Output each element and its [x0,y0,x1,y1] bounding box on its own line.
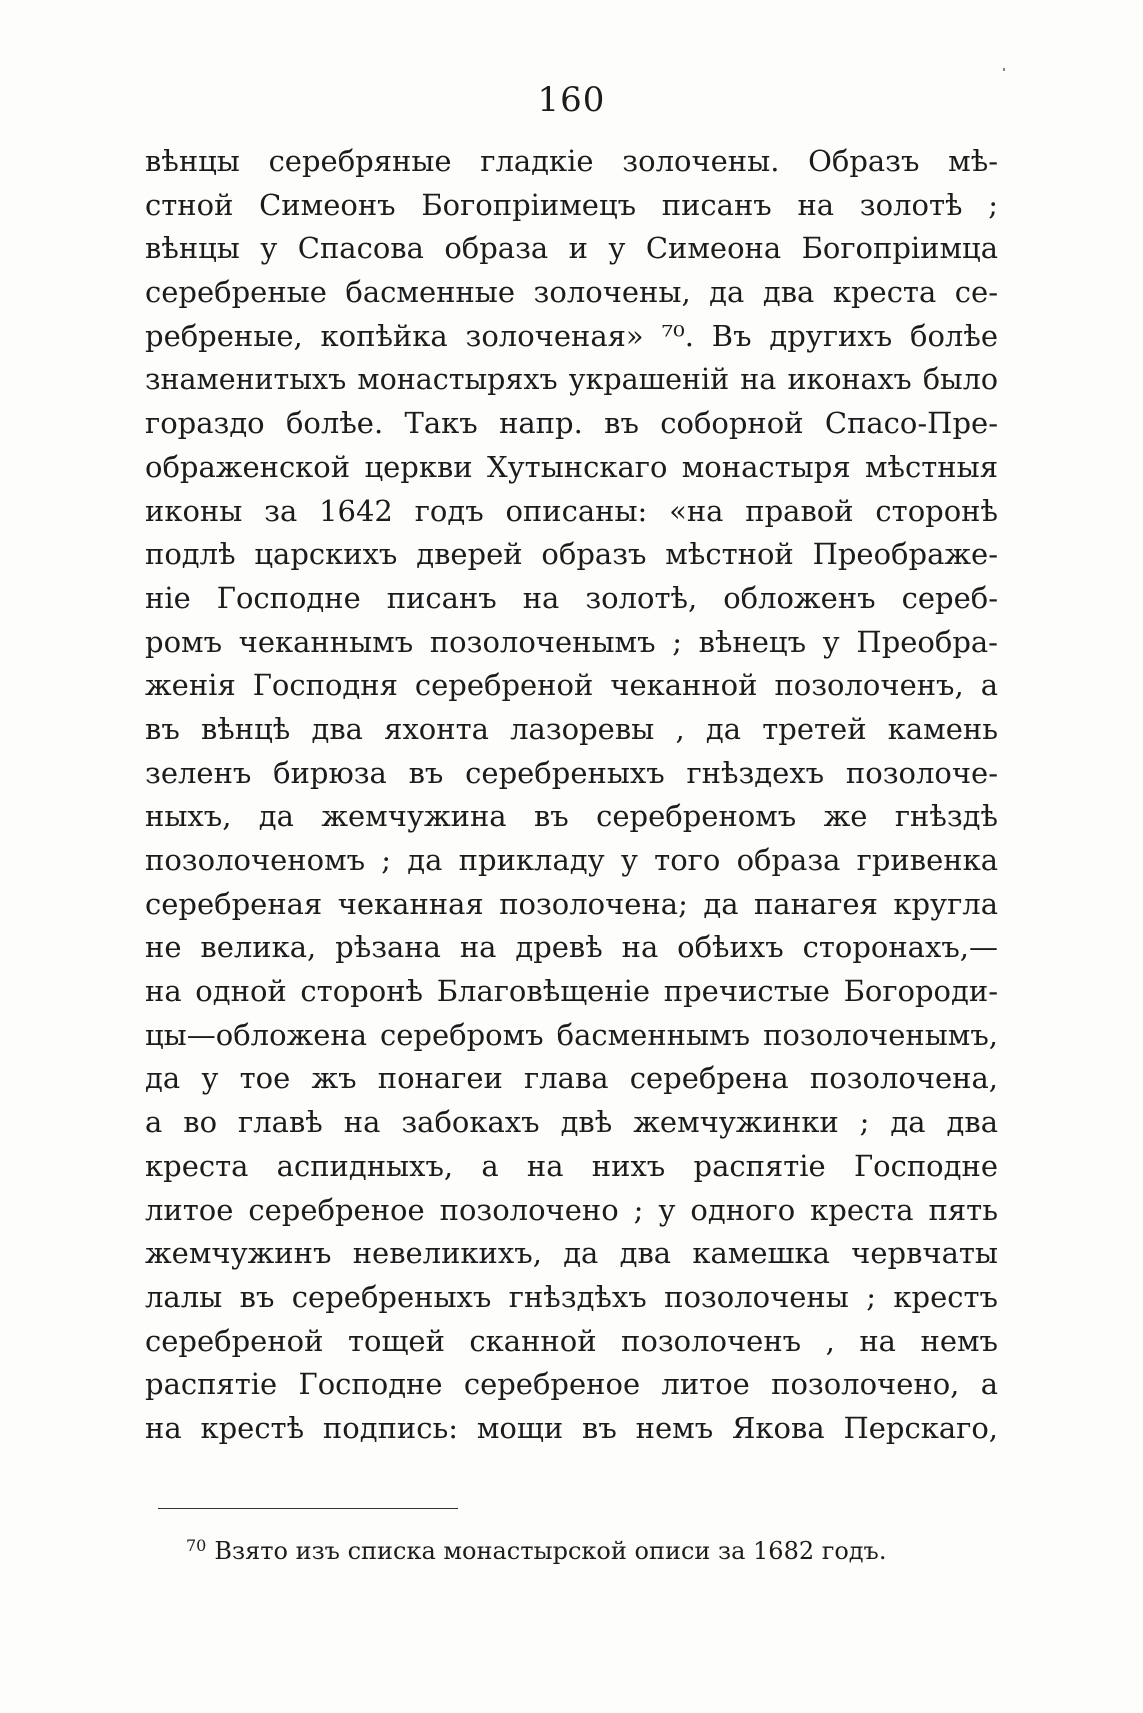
text-line: вѣнцы серебряные гладкіе золочены. Образъ мѣ- [145,144,998,178]
text-line: гораздо болѣе. Такъ напр. въ соборной Спасо-Пре- [145,406,998,441]
text-line: позолоченомъ ; да прикладу у того образа гривенка [145,843,998,877]
text-line: ромъ чеканнымъ позолоченымъ ; вѣнецъ у Преобра- [145,624,998,659]
text-line: на одной сторонѣ Благовѣщеніе пречистые Богороди- [145,974,998,1009]
text-line: не велика, рѣзана на древѣ на обѣихъ сторонахъ,— [145,930,998,965]
body-text [145,140,998,1451]
text-line: серебреные басменные золочены, да два креста се- [145,275,998,310]
text-line: женія Господня серебреной чеканной позолоченъ, а [145,668,998,703]
footnote [186,1530,986,1567]
text-line: а во главѣ на забокахъ двѣ жемчужинки ; да два [145,1105,998,1140]
footnote-marker: 70 [186,1536,207,1555]
text-line: на крестѣ подпись: мощи въ немъ Якова Перскаго, [145,1410,998,1445]
text-line: жемчужинъ невеликихъ, да два камешка червчаты [145,1236,998,1271]
page-number: 160 [537,80,606,120]
footnote-divider [158,1508,458,1509]
text-line: распятіе Господне серебреное литое позолочено, а [145,1367,998,1402]
text-line: вѣнцы у Спасова образа и у Симеона Богопріимца [145,231,998,266]
text-line: лалы въ серебреныхъ гнѣздѣхъ позолочены ; крестъ [145,1279,998,1314]
text-line: подлѣ царскихъ дверей образъ мѣстной Преображе- [145,537,998,572]
footnote-text: Взято изъ списка монастырской описи за 1682 годъ. [214,1537,887,1565]
text-line: ребреные, копѣйка золоченая» ⁷⁰. Въ другихъ болѣе [145,318,998,353]
text-line: серебреная чеканная позолочена; да панагея кругла [145,886,998,921]
text-line: серебреной тощей сканной позолоченъ , на немъ [145,1323,998,1358]
text-line: стной Симеонъ Богопріимецъ писанъ на золотѣ ; [145,187,998,222]
text-line: зеленъ бирюза въ серебреныхъ гнѣздехъ позолоче- [145,755,998,790]
page-speck [1003,68,1005,71]
text-line: ображенской церкви Хутынскаго монастыря мѣстныя [145,449,998,484]
text-line: ныхъ, да жемчужина въ серебреномъ же гнѣздѣ [145,799,998,834]
text-line: цы—обложена серебромъ басменнымъ позолоченымъ, [145,1017,998,1052]
text-line: креста аспидныхъ, а на нихъ распятіе Господне [145,1148,998,1183]
text-line: да у тое жъ понагеи глава серебрена позолочена, [145,1061,998,1096]
text-line: знаменитыхъ монастыряхъ украшеній на иконахъ было [145,363,998,397]
text-line: ніе Господне писанъ на золотѣ, обложенъ сереб- [145,580,998,615]
text-line: литое серебреное позолочено ; у одного креста пять [145,1192,998,1227]
text-line: въ вѣнцѣ два яхонта лазоревы , да третей камень [145,711,998,746]
text-line: иконы за 1642 годъ описаны: «на правой сторонѣ [145,493,998,528]
